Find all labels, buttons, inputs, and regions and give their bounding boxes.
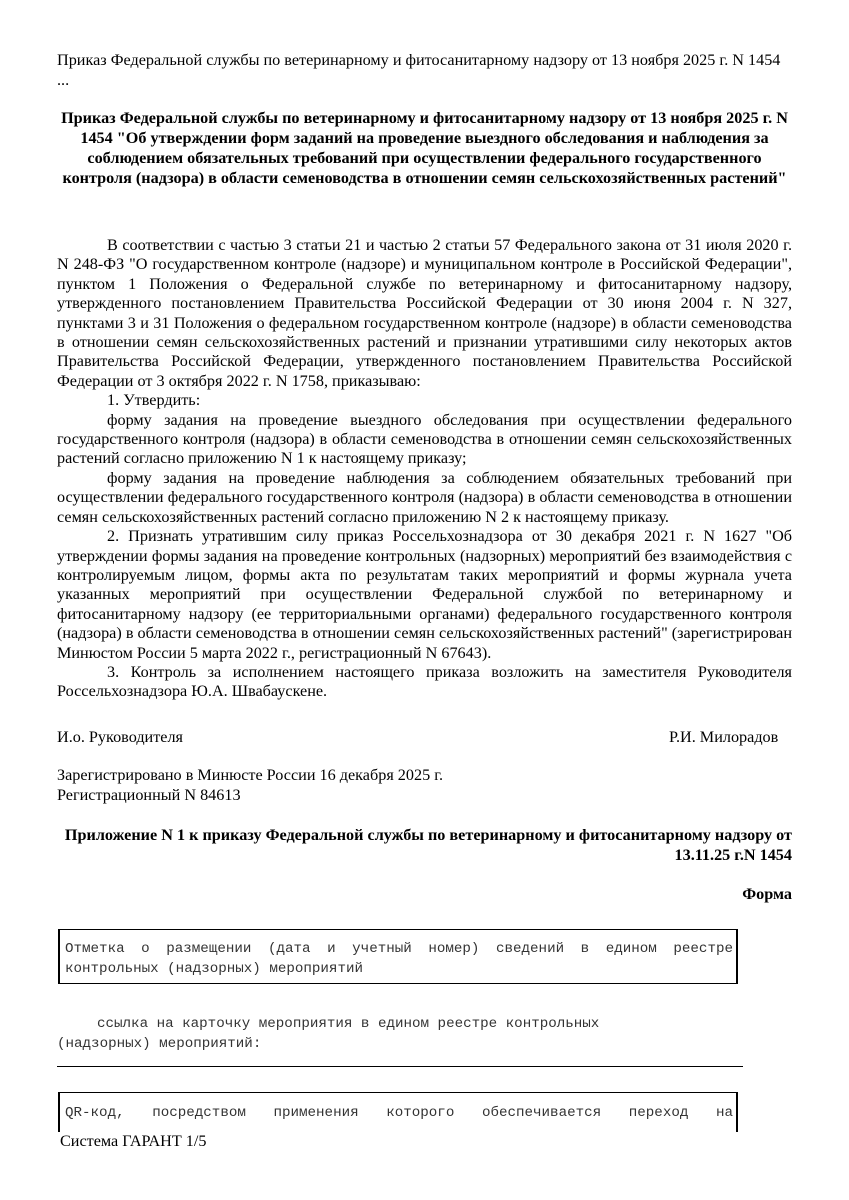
registration-number: Регистрационный N 84613 xyxy=(57,786,241,804)
link-underline xyxy=(57,1066,743,1067)
registry-mark-text: Отметка о размещении (дата и учетный номер) сведений в едином реестре контрольных (надзорных) мероприятий xyxy=(65,941,733,977)
body-paragraph: В соответствии с частью 3 статьи 21 и частью 2 статьи 57 Федерального закона от 31 июля 2020 г. N 248-ФЗ "О государственном контроле (надзоре) и муниципальном контроле в Российской Федерации", пунктом 1 Положения о Федеральной службе по ветеринарному и фитосанитарному надзору, утвержденного постановлением Правительства Российской Федерации от 30 июня 2004 г. N 327, пунктами 3 и 31 Положения о федеральном государственном контроле (надзоре) в области семеноводства в отношении семян сельскохозяйственных растений и признании утратившими силу некоторых актов Правительства Российской Федерации, утвержденного постановлением Правительства Российской Федерации от 3 октября 2022 г. N 1758, приказываю: xyxy=(57,236,792,390)
body-paragraph: форму задания на проведение выездного обследования при осуществлении федерального государственного контроля (надзора) в области семеноводства в отношении семян сельскохозяйственных растений согласно приложению N 1 к настоящему приказу; xyxy=(57,410,792,468)
document-title: Приказ Федеральной службы по ветеринарному и фитосанитарному надзору от 13 ноября 2025 г. N 1454 "Об утверждении форм заданий на проведение выездного обследования и наблюдения за соблюдением обязательных требований при осуществлении федерального государственного контроля (надзора) в области семеноводства в отношении семян сельскохозяйственных растений" xyxy=(61,109,788,187)
document-body xyxy=(57,236,792,702)
body-paragraph: 2. Признать утратившим силу приказ Россельхознадзора от 30 декабря 2021 г. N 1627 "Об утверждении формы задания на проведение контрольных (надзорных) мероприятий без взаимодействия с контролируемым лицом, формы акта по результатам таких мероприятий и формы журнала учета указанных мероприятий при осуществлении Федеральной службой по ветеринарному и фитосанитарному надзору (ее территориальными органами) федерального государственного контроля (надзора) в области семеноводства в отношении семян сельскохозяйственных растений" (зарегистрирован Минюстом России 5 марта 2022 г., регистрационный N 67643). xyxy=(57,527,792,662)
registry-mark-box xyxy=(58,929,738,984)
body-paragraph: 1. Утвердить: xyxy=(107,391,201,410)
page-footer: Система ГАРАНТ 1/5 xyxy=(60,1131,210,1151)
body-paragraph: форму задания на проведение наблюдения за соблюдением обязательных требований при осуществлении федерального государственного контроля (надзора) в области семеноводства в отношении семян сельскохозяйственных растений согласно приложению N 2 к настоящему приказу. xyxy=(57,468,792,526)
body-paragraph: 3. Контроль за исполнением настоящего приказа возложить на заместителя Руководителя Россельхознадзора Ю.А. Швабаускене. xyxy=(57,662,792,701)
qr-code-text: QR-код, посредством применения которого обеспечивается переход на xyxy=(65,1105,733,1121)
appendix-title: Приложение N 1 к приказу Федеральной службы по ветеринарному и фитосанитарному надзору от 13.11.25 г.N 1454 xyxy=(64,826,792,864)
signature-block xyxy=(57,727,792,747)
registration-block xyxy=(57,765,792,805)
qr-code-box xyxy=(58,1092,738,1132)
registration-date: Зарегистрировано в Минюсте России 16 декабря 2025 г. xyxy=(57,766,444,784)
registry-link-line2: (надзорных) мероприятий: xyxy=(57,1036,262,1052)
registry-link-block xyxy=(57,1014,743,1054)
signature-name: Р.И. Милорадов xyxy=(669,728,779,746)
form-label: Форма xyxy=(742,885,792,903)
signature-position: И.о. Руководителя xyxy=(57,728,183,746)
document-header: Приказ Федеральной службы по ветеринарному и фитосанитарному надзору от 13 ноября 2025 г. N 1454 ... xyxy=(57,51,781,89)
registry-link-line1: ссылка на карточку мероприятия в едином реестре контрольных xyxy=(97,1016,600,1032)
